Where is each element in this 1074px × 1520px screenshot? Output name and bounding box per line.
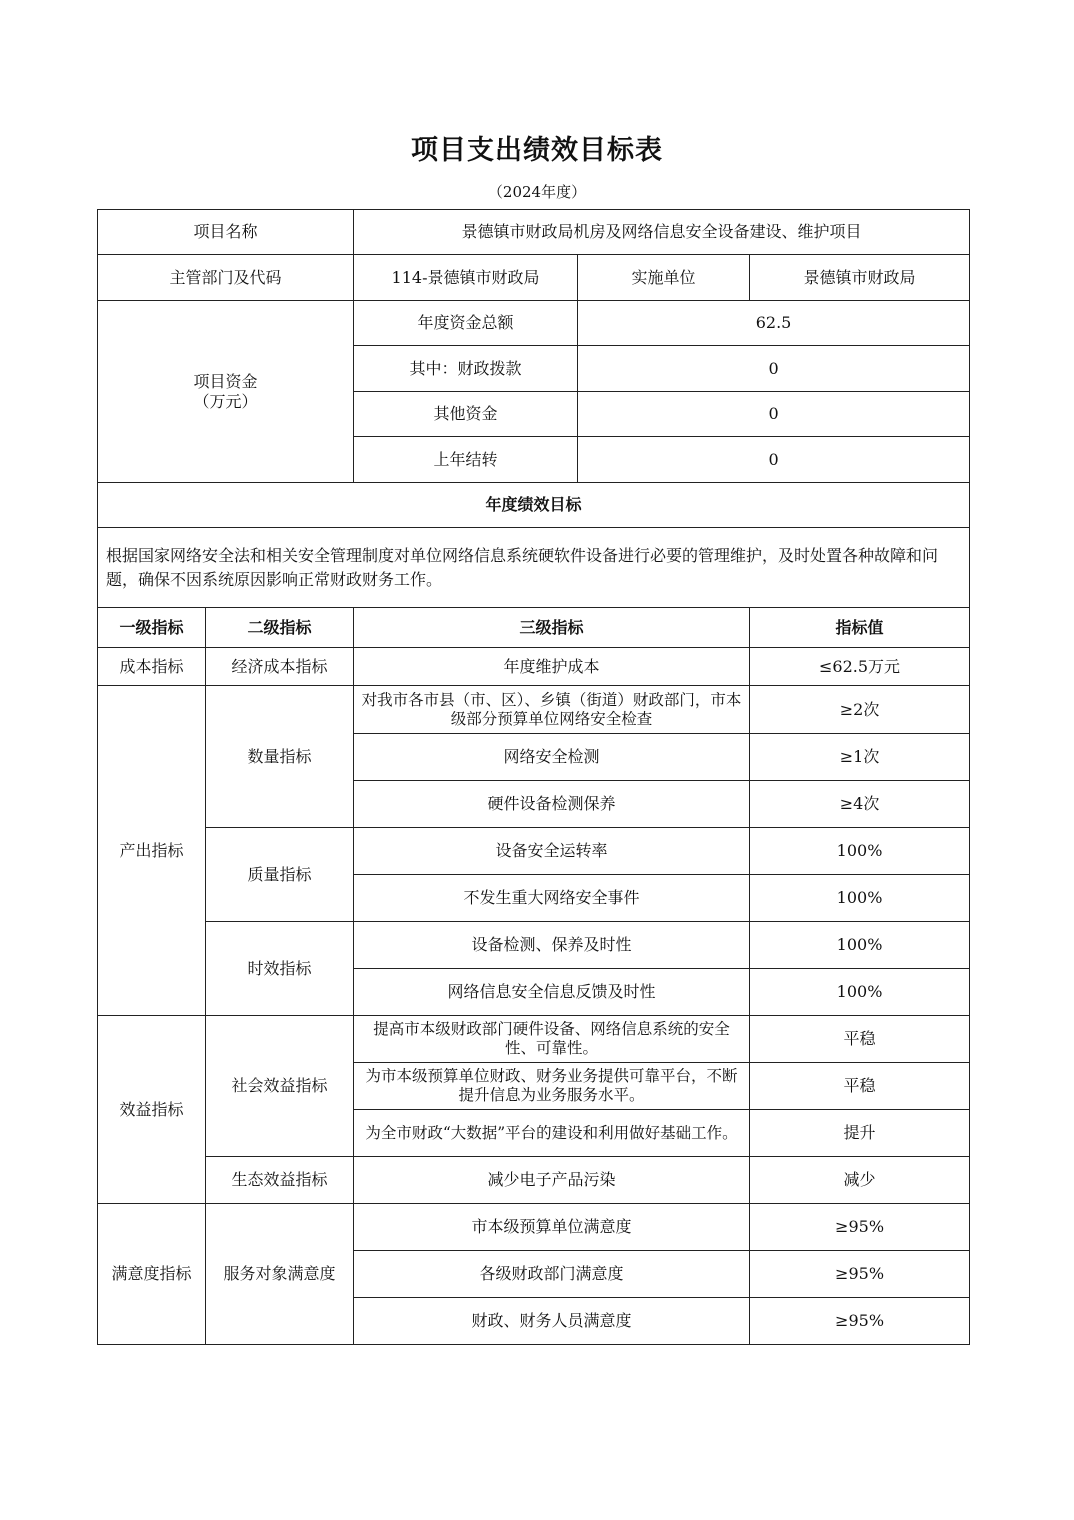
indicator-name: 对我市各市县（市、区）、乡镇（街道）财政部门，市本级部分预算单位网络安全检查 xyxy=(354,686,750,734)
dept-value: 114-景德镇市财政局 xyxy=(354,255,578,301)
indicator-value: 减少 xyxy=(750,1157,970,1204)
funds-label xyxy=(98,301,354,483)
goal-header: 年度绩效目标 xyxy=(98,483,970,528)
funds-label-line2: （万元） xyxy=(193,391,258,411)
table-row xyxy=(98,686,970,734)
indicator-value: ≥95% xyxy=(750,1298,970,1345)
page-subtitle: （2024年度） xyxy=(487,183,587,201)
table-row xyxy=(98,1204,970,1251)
table-row xyxy=(98,1157,970,1204)
goal-text: 根据国家网络安全法和相关安全管理制度对单位网络信息系统硬软件设备进行必要的管理维护，及时处置各种故障和问题，确保不因系统原因影响正常财政财务工作。 xyxy=(98,528,970,608)
level1-output: 产出指标 xyxy=(98,686,206,1016)
indicator-value: ≥2次 xyxy=(750,686,970,734)
goal-header-row xyxy=(98,483,970,528)
table-row xyxy=(98,1016,970,1063)
indicator-value: ≤62.5万元 xyxy=(750,648,970,686)
level2-timeliness: 时效指标 xyxy=(206,922,354,1016)
indicator-value: ≥1次 xyxy=(750,734,970,781)
table-row xyxy=(98,828,970,875)
impl-label: 实施单位 xyxy=(578,255,750,301)
col-header-level2: 二级指标 xyxy=(206,608,354,648)
project-name-row xyxy=(98,210,970,255)
indicator-value: 平稳 xyxy=(750,1016,970,1063)
indicator-value: 100% xyxy=(750,922,970,969)
indicator-name: 设备检测、保养及时性 xyxy=(354,922,750,969)
indicator-value: 100% xyxy=(750,828,970,875)
level1-benefit: 效益指标 xyxy=(98,1016,206,1204)
indicator-value: 100% xyxy=(750,969,970,1016)
level2-service-satisfaction: 服务对象满意度 xyxy=(206,1204,354,1345)
indicator-name: 市本级预算单位满意度 xyxy=(354,1204,750,1251)
fund-label: 上年结转 xyxy=(354,437,578,483)
performance-target-table xyxy=(97,209,970,1345)
fund-label: 其中：财政拨款 xyxy=(354,346,578,392)
indicator-value: ≥95% xyxy=(750,1251,970,1298)
fund-label: 年度资金总额 xyxy=(354,301,578,346)
indicator-value: 提升 xyxy=(750,1110,970,1157)
fund-label: 其他资金 xyxy=(354,392,578,437)
impl-value: 景德镇市财政局 xyxy=(750,255,970,301)
indicator-name: 硬件设备检测保养 xyxy=(354,781,750,828)
level2-ecological-benefit: 生态效益指标 xyxy=(206,1157,354,1204)
table-row xyxy=(98,648,970,686)
indicator-name: 设备安全运转率 xyxy=(354,828,750,875)
indicator-name: 网络信息安全信息反馈及时性 xyxy=(354,969,750,1016)
level2-quantity: 数量指标 xyxy=(206,686,354,828)
project-name-value: 景德镇市财政局机房及网络信息安全设备建设、维护项目 xyxy=(354,210,970,255)
table-row xyxy=(98,922,970,969)
goal-text-row xyxy=(98,528,970,608)
indicator-name: 网络安全检测 xyxy=(354,734,750,781)
fund-value: 0 xyxy=(578,392,970,437)
funds-label-line1: 项目资金 xyxy=(193,371,258,391)
fund-value: 0 xyxy=(578,437,970,483)
dept-label: 主管部门及代码 xyxy=(98,255,354,301)
indicator-name: 提高市本级财政部门硬件设备、网络信息系统的安全性、可靠性。 xyxy=(354,1016,750,1063)
col-header-level3: 三级指标 xyxy=(354,608,750,648)
indicator-name: 为市本级预算单位财政、财务业务提供可靠平台，不断提升信息为业务服务水平。 xyxy=(354,1063,750,1110)
indicator-name: 财政、财务人员满意度 xyxy=(354,1298,750,1345)
indicator-name: 为全市财政“大数据”平台的建设和利用做好基础工作。 xyxy=(354,1110,750,1157)
level2-social-benefit: 社会效益指标 xyxy=(206,1016,354,1157)
indicator-name: 各级财政部门满意度 xyxy=(354,1251,750,1298)
page-title: 项目支出绩效目标表 xyxy=(411,135,663,166)
indicator-header-row xyxy=(98,608,970,648)
fund-value: 0 xyxy=(578,346,970,392)
fund-value: 62.5 xyxy=(578,301,970,346)
indicator-value: ≥4次 xyxy=(750,781,970,828)
level2-quality: 质量指标 xyxy=(206,828,354,922)
indicator-value: 平稳 xyxy=(750,1063,970,1110)
indicator-name: 年度维护成本 xyxy=(354,648,750,686)
indicator-name: 不发生重大网络安全事件 xyxy=(354,875,750,922)
department-row xyxy=(98,255,970,301)
project-name-label: 项目名称 xyxy=(98,210,354,255)
indicator-value: ≥95% xyxy=(750,1204,970,1251)
col-header-level1: 一级指标 xyxy=(98,608,206,648)
col-header-value: 指标值 xyxy=(750,608,970,648)
level1-cost: 成本指标 xyxy=(98,648,206,686)
indicator-value: 100% xyxy=(750,875,970,922)
level2-economic-cost: 经济成本指标 xyxy=(206,648,354,686)
indicator-name: 减少电子产品污染 xyxy=(354,1157,750,1204)
fund-row xyxy=(98,301,970,346)
level1-satisfaction: 满意度指标 xyxy=(98,1204,206,1345)
